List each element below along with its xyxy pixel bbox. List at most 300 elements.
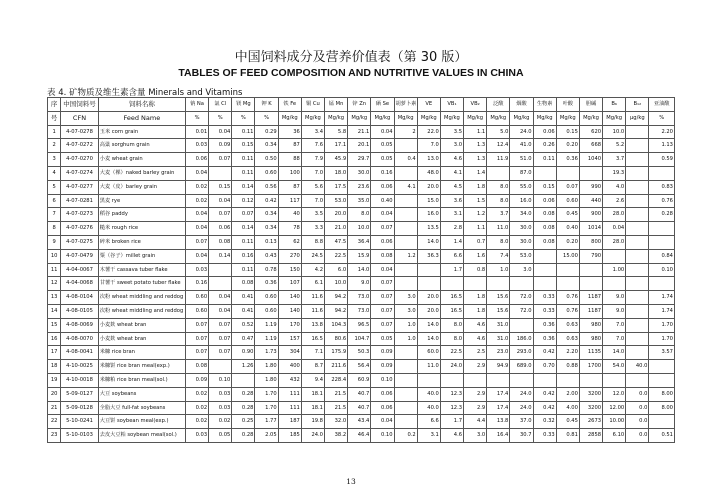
cfn-code: 4-07-0278 (61, 125, 99, 139)
value-cell: 0.07 (232, 208, 255, 222)
value-cell: 0.07 (371, 277, 394, 291)
header-cell: 锰 Mn (325, 98, 348, 112)
value-cell: 20.0 (417, 180, 440, 194)
value-cell (603, 277, 626, 291)
value-cell: 15.6 (487, 291, 510, 305)
value-cell (394, 194, 417, 208)
value-cell: 0.60 (255, 166, 278, 180)
value-cell: 21.0 (325, 222, 348, 236)
table-caption: 表 4. 矿物质及维生素含量 Minerals and Vitamins (47, 88, 243, 98)
table-row (48, 304, 675, 318)
value-cell: 0.04 (371, 125, 394, 139)
value-cell: 40.7 (348, 387, 371, 401)
value-cell: 73.0 (348, 291, 371, 305)
value-cell: 4.1 (394, 180, 417, 194)
value-cell: 14.0 (417, 235, 440, 249)
value-cell: 37.0 (510, 415, 533, 429)
cfn-code: 5-10-0241 (61, 415, 99, 429)
value-cell: 0.02 (209, 415, 232, 429)
value-cell: 1.26 (232, 360, 255, 374)
value-cell: 6.0 (325, 263, 348, 277)
value-cell: 48.0 (417, 166, 440, 180)
value-cell (626, 153, 649, 167)
value-cell: 16.5 (440, 291, 463, 305)
value-cell: 0.01 (185, 125, 208, 139)
value-cell: 1.70 (649, 318, 675, 332)
row-number: 16 (48, 332, 61, 346)
value-cell: 4.5 (440, 180, 463, 194)
value-cell: 17.4 (487, 401, 510, 415)
value-cell (626, 166, 649, 180)
value-cell: 38.2 (325, 429, 348, 443)
value-cell: 0.2 (394, 429, 417, 443)
value-cell: 2.8 (440, 222, 463, 236)
row-number: 9 (48, 235, 61, 249)
feed-name: 黑麦 rye (98, 194, 185, 208)
value-cell: 0.08 (185, 360, 208, 374)
row-number: 6 (48, 194, 61, 208)
value-cell: 0.08 (371, 249, 394, 263)
value-cell: 0.11 (232, 166, 255, 180)
value-cell: 104.3 (325, 318, 348, 332)
value-cell: 0.7 (464, 235, 487, 249)
header-cell: 硒 Se (371, 98, 394, 112)
value-cell: 0.04 (209, 291, 232, 305)
value-cell: 30.0 (510, 235, 533, 249)
value-cell: 1.2 (464, 208, 487, 222)
value-cell: 0.11 (232, 153, 255, 167)
value-cell: 186.0 (510, 332, 533, 346)
header-cell: Mg/kg (533, 111, 556, 125)
value-cell: 0.78 (255, 263, 278, 277)
value-cell: 8.00 (649, 401, 675, 415)
value-cell: 11.6 (301, 291, 324, 305)
value-cell (440, 277, 463, 291)
value-cell: 40.0 (417, 387, 440, 401)
header-cell: Mg/kg (394, 111, 417, 125)
value-cell: 13.5 (417, 222, 440, 236)
value-cell: 3.3 (301, 222, 324, 236)
value-cell (556, 263, 579, 277)
value-cell: 5.6 (301, 180, 324, 194)
value-cell: 45.9 (325, 153, 348, 167)
value-cell: 1.73 (255, 346, 278, 360)
value-cell: 11.0 (487, 222, 510, 236)
value-cell: 24.0 (440, 360, 463, 374)
value-cell: 689.0 (510, 360, 533, 374)
header-cell: 中国饲料号 (61, 98, 99, 112)
value-cell: 14.0 (417, 332, 440, 346)
value-cell: 104.7 (348, 332, 371, 346)
value-cell: 12.3 (440, 401, 463, 415)
header-cell: 锌 Zn (348, 98, 371, 112)
value-cell: 46.4 (348, 429, 371, 443)
table-row (48, 180, 675, 194)
value-cell: 3.5 (301, 208, 324, 222)
value-cell: 170 (278, 318, 301, 332)
header-cell: 序 (48, 98, 61, 112)
header-cell: 泛酸 (487, 98, 510, 112)
value-cell: 0.06 (185, 153, 208, 167)
value-cell: 157 (278, 332, 301, 346)
value-cell: 2.9 (464, 360, 487, 374)
cfn-code: 4-04-0068 (61, 277, 99, 291)
value-cell: 0.02 (185, 401, 208, 415)
header-cell: Mg/kg (510, 111, 533, 125)
value-cell (394, 360, 417, 374)
value-cell: 0.09 (209, 139, 232, 153)
value-cell: 94.2 (325, 304, 348, 318)
table-row (48, 429, 675, 443)
minerals-vitamins-table (47, 97, 675, 443)
value-cell: 20.0 (417, 304, 440, 318)
value-cell: 0.60 (185, 291, 208, 305)
value-cell: 36.3 (417, 249, 440, 263)
table-row (48, 194, 675, 208)
value-cell: 0.20 (556, 139, 579, 153)
value-cell (626, 194, 649, 208)
value-cell: 2.20 (556, 346, 579, 360)
value-cell: 620 (579, 125, 602, 139)
value-cell: 0.84 (649, 249, 675, 263)
value-cell (417, 263, 440, 277)
value-cell: 6.6 (440, 249, 463, 263)
value-cell: 8.0 (487, 180, 510, 194)
value-cell: 17.4 (487, 387, 510, 401)
value-cell: 7.1 (301, 346, 324, 360)
value-cell: 0.04 (603, 222, 626, 236)
value-cell: 3.0 (394, 304, 417, 318)
value-cell: 3200 (579, 387, 602, 401)
value-cell: 0.09 (185, 373, 208, 387)
value-cell: 0.10 (371, 373, 394, 387)
value-cell: 3.57 (649, 346, 675, 360)
value-cell: 3.0 (440, 139, 463, 153)
value-cell: 0.14 (232, 180, 255, 194)
value-cell: 0.12 (232, 194, 255, 208)
table-row (48, 415, 675, 429)
value-cell (394, 208, 417, 222)
table-row (48, 263, 675, 277)
row-number: 8 (48, 222, 61, 236)
header-cell: Mg/kg (556, 111, 579, 125)
table-row (48, 318, 675, 332)
header-cell: Mg/kg (440, 111, 463, 125)
value-cell: 800 (579, 235, 602, 249)
header-cell: 镁 Mg (232, 98, 255, 112)
value-cell: 0.06 (371, 180, 394, 194)
value-cell: 111 (278, 401, 301, 415)
value-cell: 0.04 (185, 208, 208, 222)
value-cell: 0.10 (371, 429, 394, 443)
value-cell: 40.0 (626, 360, 649, 374)
value-cell: 10.00 (603, 415, 626, 429)
feed-name: 小麦麸 wheat bran (98, 332, 185, 346)
document-title-english: TABLES OF FEED COMPOSITION AND NUTRITIVE VALUES IN CHINA (178, 67, 524, 79)
value-cell: 8.00 (649, 387, 675, 401)
value-cell: 1.6 (464, 249, 487, 263)
value-cell: 1.4 (464, 166, 487, 180)
cfn-code: 4-08-0104 (61, 291, 99, 305)
value-cell (394, 346, 417, 360)
value-cell (603, 249, 626, 263)
value-cell: 35.0 (348, 194, 371, 208)
value-cell: 34.0 (510, 208, 533, 222)
value-cell: 11.6 (301, 304, 324, 318)
value-cell: 53.0 (510, 249, 533, 263)
value-cell: 0.40 (556, 222, 579, 236)
value-cell: 1.7 (440, 263, 463, 277)
cfn-code: 4-08-0069 (61, 318, 99, 332)
value-cell: 0.0 (626, 387, 649, 401)
value-cell: 10.0 (325, 277, 348, 291)
value-cell: 11.9 (487, 153, 510, 167)
value-cell (626, 249, 649, 263)
header-cell: VE (417, 98, 440, 112)
value-cell: 36 (278, 125, 301, 139)
value-cell: 10.0 (348, 222, 371, 236)
value-cell: 0.26 (533, 139, 556, 153)
value-cell: 0.60 (255, 304, 278, 318)
row-number: 20 (48, 387, 61, 401)
value-cell: 1.19 (255, 318, 278, 332)
table-row (48, 291, 675, 305)
value-cell (394, 263, 417, 277)
value-cell: 0.06 (371, 235, 394, 249)
value-cell (649, 277, 675, 291)
value-cell: 2858 (579, 429, 602, 443)
header-cell: Mg/kg (278, 111, 301, 125)
value-cell: 0.07 (371, 222, 394, 236)
value-cell (394, 401, 417, 415)
value-cell: 9.4 (301, 373, 324, 387)
value-cell: 0.07 (185, 235, 208, 249)
header-cell: 饲料名称 (98, 98, 185, 112)
value-cell: 2673 (579, 415, 602, 429)
value-cell: 50.3 (348, 346, 371, 360)
table-row (48, 249, 675, 263)
value-cell: 13.8 (301, 318, 324, 332)
value-cell: 2 (394, 125, 417, 139)
value-cell: 0.47 (232, 332, 255, 346)
value-cell: 1.5 (464, 194, 487, 208)
value-cell: 78 (278, 222, 301, 236)
value-cell: 0.08 (209, 235, 232, 249)
value-cell: 51.0 (510, 153, 533, 167)
table-row (48, 360, 675, 374)
value-cell (579, 263, 602, 277)
value-cell: 0.13 (255, 235, 278, 249)
header-cell: CFN (61, 111, 99, 125)
value-cell (649, 360, 675, 374)
cfn-code: 4-07-0270 (61, 153, 99, 167)
value-cell: 0.60 (185, 304, 208, 318)
value-cell: 7.0 (417, 139, 440, 153)
value-cell: 1.0 (394, 318, 417, 332)
table-row (48, 153, 675, 167)
value-cell: 4.1 (440, 166, 463, 180)
value-cell: 5.2 (603, 139, 626, 153)
value-cell: 12.00 (603, 401, 626, 415)
value-cell: 0.08 (533, 235, 556, 249)
value-cell: 100 (278, 166, 301, 180)
value-cell: 0.04 (185, 166, 208, 180)
cfn-code: 4-07-0281 (61, 194, 99, 208)
value-cell: 72.0 (510, 291, 533, 305)
value-cell: 19.3 (603, 166, 626, 180)
value-cell: 6.10 (603, 429, 626, 443)
value-cell: 14.0 (348, 263, 371, 277)
value-cell: 22.5 (440, 346, 463, 360)
value-cell: 12.0 (603, 387, 626, 401)
value-cell (556, 277, 579, 291)
value-cell: 0.51 (649, 429, 675, 443)
cfn-code: 4-07-0479 (61, 249, 99, 263)
value-cell: 40.0 (417, 401, 440, 415)
feed-name: 大麦（皮）barley grain (98, 180, 185, 194)
value-cell: 0.05 (371, 139, 394, 153)
value-cell: 24.5 (301, 249, 324, 263)
row-number: 17 (48, 346, 61, 360)
value-cell (579, 373, 602, 387)
value-cell: 8.0 (348, 208, 371, 222)
row-number: 15 (48, 318, 61, 332)
header-cell: Feed Name (98, 111, 185, 125)
value-cell (394, 235, 417, 249)
value-cell (626, 180, 649, 194)
value-cell: 29.7 (348, 153, 371, 167)
value-cell: 1135 (579, 346, 602, 360)
value-cell: 6.6 (417, 415, 440, 429)
value-cell: 1.74 (649, 304, 675, 318)
value-cell: 0.36 (255, 277, 278, 291)
value-cell (649, 166, 675, 180)
value-cell: 0.02 (185, 194, 208, 208)
value-cell (417, 277, 440, 291)
header-cell: % (232, 111, 255, 125)
value-cell: 3.1 (417, 429, 440, 443)
value-cell: 0.04 (209, 194, 232, 208)
value-cell: 87.0 (510, 166, 533, 180)
value-cell: 3.1 (440, 208, 463, 222)
value-cell: 1040 (579, 153, 602, 167)
value-cell: 0.07 (209, 208, 232, 222)
value-cell: 1.8 (464, 304, 487, 318)
cfn-code: 4-07-0276 (61, 222, 99, 236)
table-row (48, 373, 675, 387)
value-cell: 0.11 (232, 235, 255, 249)
value-cell: 21.5 (325, 401, 348, 415)
row-number: 21 (48, 401, 61, 415)
feed-name: 碎米 broken rice (98, 235, 185, 249)
header-cell: 亚油酸 (649, 98, 675, 112)
value-cell: 107 (278, 277, 301, 291)
value-cell (626, 277, 649, 291)
value-cell: 0.41 (232, 304, 255, 318)
feed-name: 次粉 wheat middling and reddog (98, 304, 185, 318)
value-cell: 3.0 (464, 429, 487, 443)
value-cell (394, 139, 417, 153)
value-cell: 0.03 (209, 387, 232, 401)
feed-name: 甘薯干 sweet potato tuber flake (98, 277, 185, 291)
value-cell: 0.04 (185, 249, 208, 263)
value-cell: 1700 (579, 360, 602, 374)
value-cell: 0.03 (185, 429, 208, 443)
value-cell: 140 (278, 291, 301, 305)
value-cell: 0.03 (185, 139, 208, 153)
value-cell (533, 166, 556, 180)
header-cell: 铜 Cu (301, 98, 324, 112)
value-cell: 0.81 (556, 429, 579, 443)
table-row (48, 401, 675, 415)
value-cell: 7.0 (603, 332, 626, 346)
value-cell: 0.11 (533, 153, 556, 167)
value-cell: 17.1 (325, 139, 348, 153)
header-cell: 钾 K (255, 98, 278, 112)
value-cell: 22.5 (325, 249, 348, 263)
value-cell: 1.1 (464, 222, 487, 236)
value-cell: 87 (278, 139, 301, 153)
value-cell: 0.34 (255, 222, 278, 236)
value-cell (533, 263, 556, 277)
value-cell: 0.52 (232, 318, 255, 332)
value-cell: 4.6 (440, 153, 463, 167)
value-cell: 12.3 (440, 387, 463, 401)
value-cell (626, 125, 649, 139)
header-cell: Mg/kg (417, 111, 440, 125)
value-cell: 31.0 (487, 332, 510, 346)
value-cell (626, 304, 649, 318)
value-cell: 0.42 (533, 387, 556, 401)
cfn-code: 4-10-0025 (61, 360, 99, 374)
feed-name: 次粉 wheat middling and reddog (98, 291, 185, 305)
value-cell: 0.06 (209, 222, 232, 236)
value-cell: 980 (579, 332, 602, 346)
value-cell: 1.13 (649, 139, 675, 153)
value-cell: 5.8 (325, 125, 348, 139)
value-cell: 228.4 (325, 373, 348, 387)
value-cell: 3.6 (440, 194, 463, 208)
value-cell: 293.0 (510, 346, 533, 360)
value-cell (487, 166, 510, 180)
value-cell: 980 (579, 318, 602, 332)
value-cell: 0.08 (533, 208, 556, 222)
row-number: 11 (48, 263, 61, 277)
value-cell: 30.0 (510, 222, 533, 236)
value-cell: 0.06 (533, 125, 556, 139)
value-cell: 14.0 (603, 346, 626, 360)
value-cell: 24.0 (510, 401, 533, 415)
value-cell: 13.0 (417, 153, 440, 167)
value-cell (394, 166, 417, 180)
value-cell (464, 373, 487, 387)
value-cell: 7.0 (301, 194, 324, 208)
value-cell: 24.0 (301, 429, 324, 443)
value-cell: 150 (278, 263, 301, 277)
value-cell: 24.0 (510, 125, 533, 139)
value-cell (394, 387, 417, 401)
feed-name: 米糠粕 rice bran meal(sol.) (98, 373, 185, 387)
value-cell: 30.0 (348, 166, 371, 180)
value-cell (209, 166, 232, 180)
value-cell: 0.28 (232, 401, 255, 415)
value-cell: 16.4 (487, 429, 510, 443)
header-row (48, 111, 675, 125)
header-cell: 胡萝卜素 (394, 98, 417, 112)
table-header (48, 98, 675, 126)
value-cell: 0.8 (464, 263, 487, 277)
value-cell (209, 277, 232, 291)
